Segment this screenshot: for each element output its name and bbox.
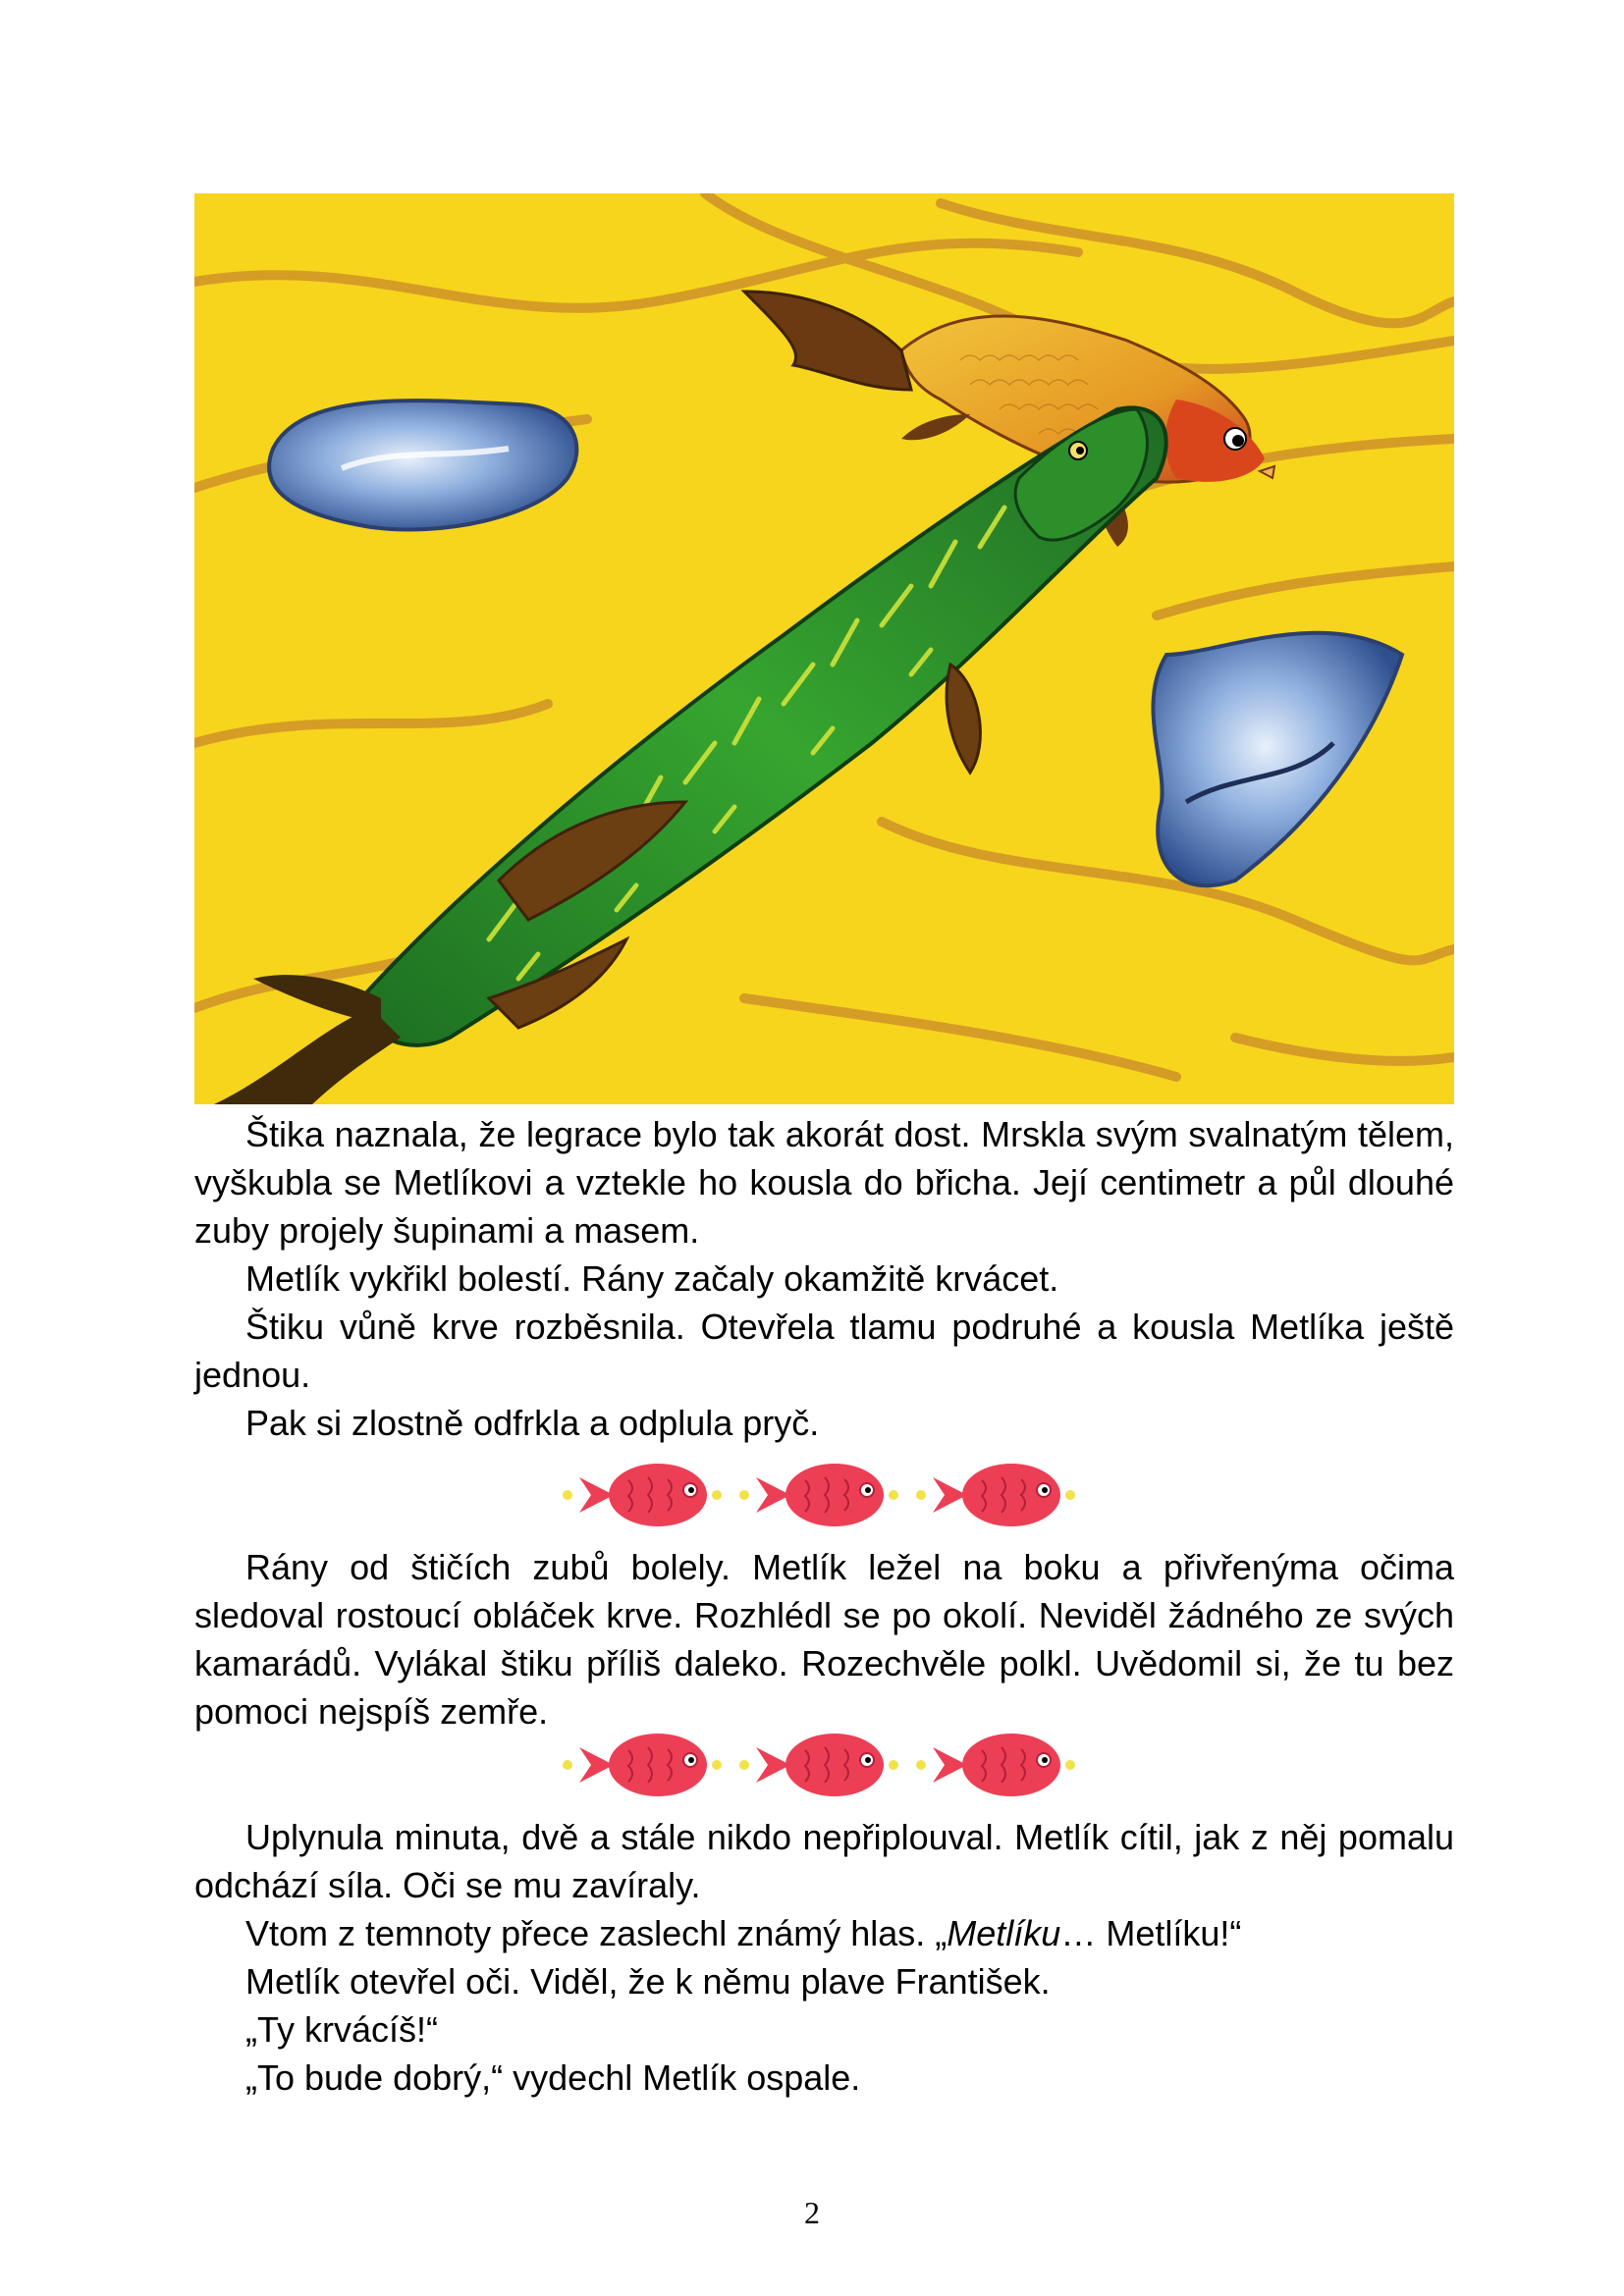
- text-section-2: [194, 1543, 1454, 1735]
- fish-ornament-icon: [739, 1464, 898, 1526]
- text-run: … Metlíku!“: [1060, 1913, 1242, 1953]
- fish-ornament-icon: [739, 1734, 898, 1796]
- story-illustration: [194, 193, 1454, 1104]
- fish-ornament-icon: [563, 1464, 722, 1526]
- fish-ornament-icon: [916, 1464, 1075, 1526]
- paragraph-with-dialogue: [194, 1909, 1454, 1957]
- fish-separator: [560, 1726, 1090, 1804]
- paragraph: Metlík vykřikl bolestí. Rány začaly okamžitě krvácet.: [245, 1258, 1059, 1299]
- paragraph: Uplynula minuta, dvě a stále nikdo nepřiplouval. Metlík cítil, jak z něj pomalu odchází síla. Oči se mu zavíraly.: [194, 1817, 1454, 1905]
- text-section-3: [194, 1813, 1454, 2102]
- fish-separator: [560, 1456, 1090, 1534]
- text-run: Vtom z temnoty přece zaslechl známý hlas. „: [245, 1913, 947, 1953]
- paragraph: Štiku vůně krve rozběsnila. Otevřela tlamu podruhé a kousla Metlíka ještě jednou.: [194, 1307, 1454, 1395]
- fish-ornament-icon: [916, 1734, 1075, 1796]
- text-section-1: [194, 1110, 1454, 1447]
- paragraph: Pak si zlostně odfrkla a odplula pryč.: [245, 1403, 820, 1443]
- paragraph: „To bude dobrý,“ vydechl Metlík ospale.: [245, 2057, 861, 2098]
- paragraph: „Ty krvácíš!“: [245, 2009, 438, 2050]
- paragraph: Štika naznala, že legrace bylo tak akorát dost. Mrskla svým svalnatým tělem, vyškubla se Metlíkovi a vztekle ho kousla do břicha. Její centimetr a půl dlouhé zuby projely šupinami a masem.: [194, 1114, 1454, 1251]
- page-number: 2: [804, 2195, 820, 2230]
- paragraph: Rány od štičích zubů bolely. Metlík ležel na boku a přivřenýma očima sledoval rostoucí obláček krve. Rozhlédl se po okolí. Neviděl žádného ze svých kamarádů. Vylákal štiku příliš daleko. Rozechvěle polkl. Uvědomil si, že tu bez pomoci nejspíš zemře.: [194, 1547, 1454, 1732]
- pike-and-carp-illustration: [194, 193, 1454, 1104]
- italic-text-run: Metlíku: [947, 1913, 1061, 1953]
- fish-ornament-icon: [563, 1734, 722, 1796]
- paragraph: Metlík otevřel oči. Viděl, že k němu plave František.: [245, 1961, 1051, 2002]
